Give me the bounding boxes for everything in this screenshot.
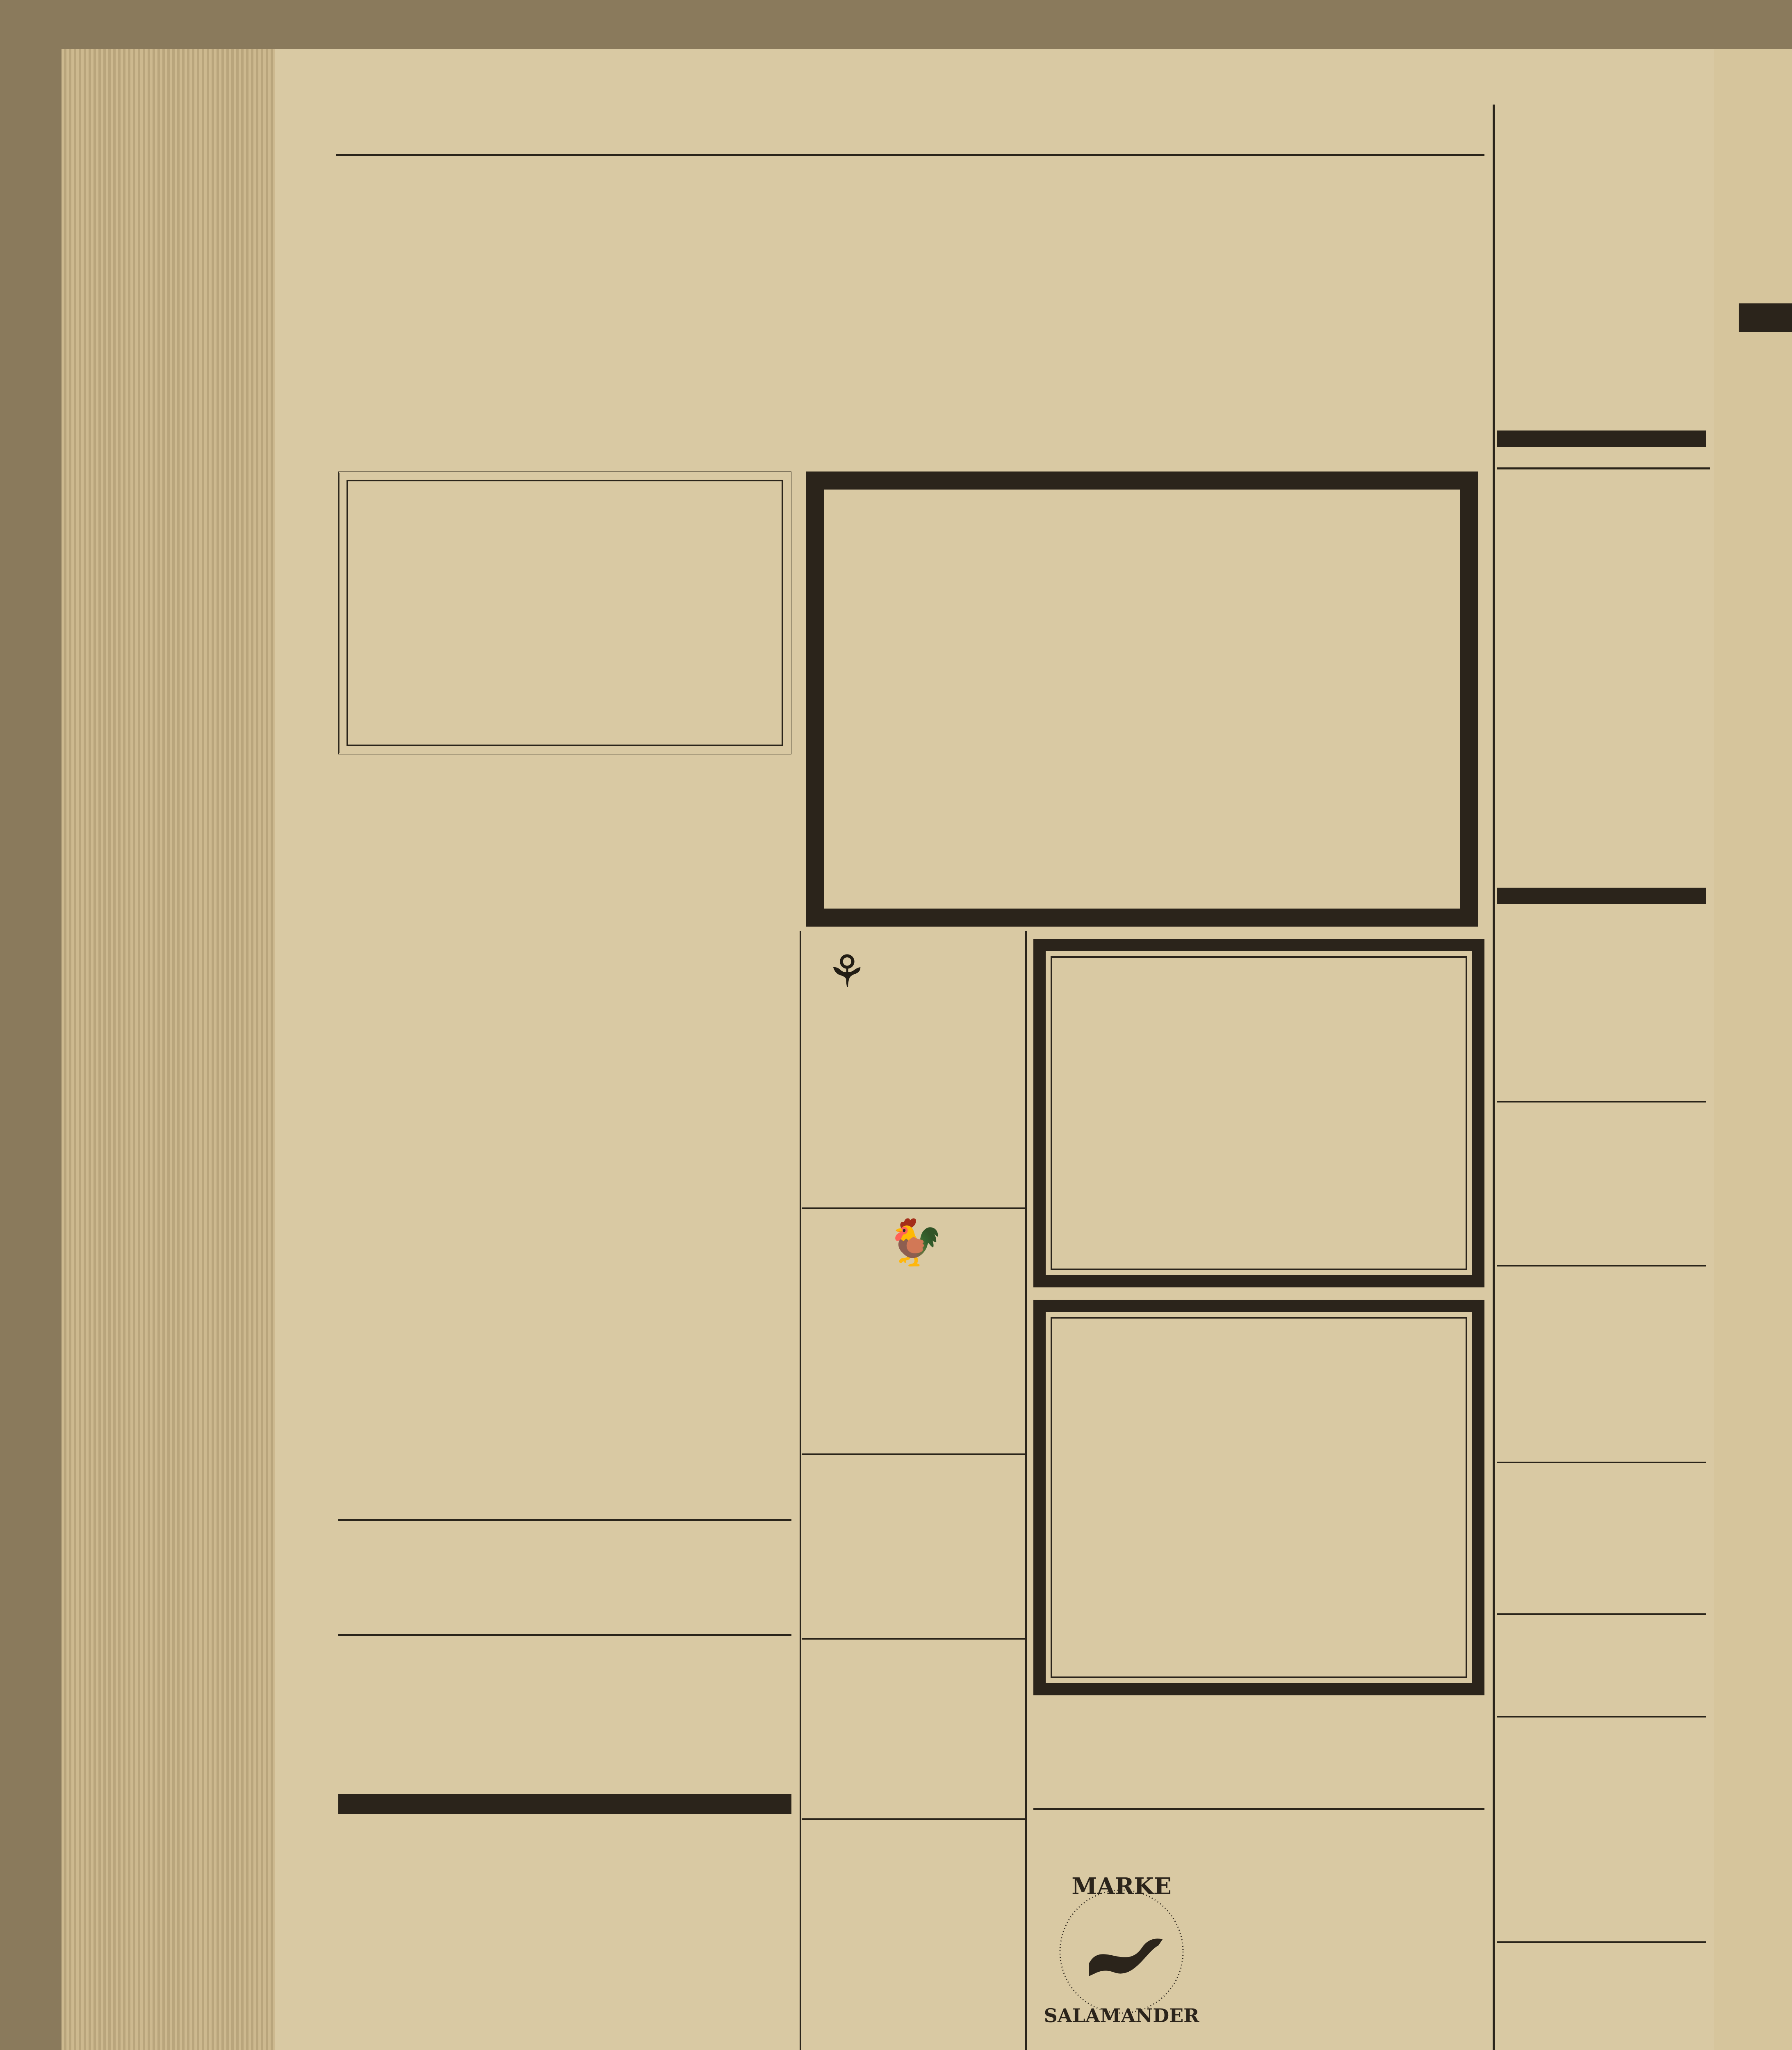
bismarck-body [338, 1911, 789, 1915]
rule-r6 [1497, 1613, 1706, 1615]
appeal-rule [338, 1519, 791, 1521]
middle-column-rule-left [800, 931, 801, 2050]
death-notice-luise [1033, 1300, 1484, 1695]
next-page-edge [1714, 49, 1792, 2050]
logo-ring [1060, 1890, 1183, 2013]
rooster-icon: 🐓 [887, 1216, 944, 1269]
salamander-logo [1040, 1870, 1204, 2034]
death-notice-genth [1033, 939, 1484, 1287]
rule-r7 [1497, 1716, 1706, 1717]
salamander-icon [1089, 1938, 1163, 1976]
dn2-inner-frame [1051, 956, 1467, 1270]
dn3-inner-frame [1051, 1317, 1467, 1678]
trauer-rule [1033, 1808, 1484, 1810]
fussball-ad [1497, 463, 1710, 474]
book-page-edge [62, 49, 275, 2050]
logo-text-2: SALAMANDER [1044, 2004, 1199, 2027]
bar-r1 [1497, 430, 1706, 447]
bismarck-top-bar [338, 1794, 791, 1814]
timetable-top-rule [336, 154, 1484, 156]
rule-r8 [1497, 1941, 1706, 1943]
logo-text: MARKE [1072, 1873, 1172, 1900]
salamander-logo-svg [1040, 1870, 1204, 2034]
rule-mid-1 [802, 1207, 1025, 1209]
next-dark-block [1739, 303, 1792, 332]
rule-mid-4 [802, 1818, 1025, 1820]
wedding-card [338, 472, 791, 754]
demokrat-rule [338, 1634, 791, 1636]
fv-rule [1497, 467, 1710, 469]
rule-mid-3 [802, 1638, 1025, 1640]
rule-r5 [1497, 1462, 1706, 1463]
right-column-rule [1493, 105, 1495, 2050]
death-notice-martha [806, 472, 1478, 927]
harp-icon: ⚘ [826, 945, 867, 998]
bar-r2 [1497, 888, 1706, 904]
rule-mid-2 [802, 1453, 1025, 1455]
appeal-body [338, 836, 789, 840]
rule-r4 [1497, 1265, 1706, 1266]
gefluegel-ad [808, 1214, 1023, 1271]
rule-r3 [1497, 1101, 1706, 1102]
middle-column-rule-right [1025, 931, 1027, 2050]
